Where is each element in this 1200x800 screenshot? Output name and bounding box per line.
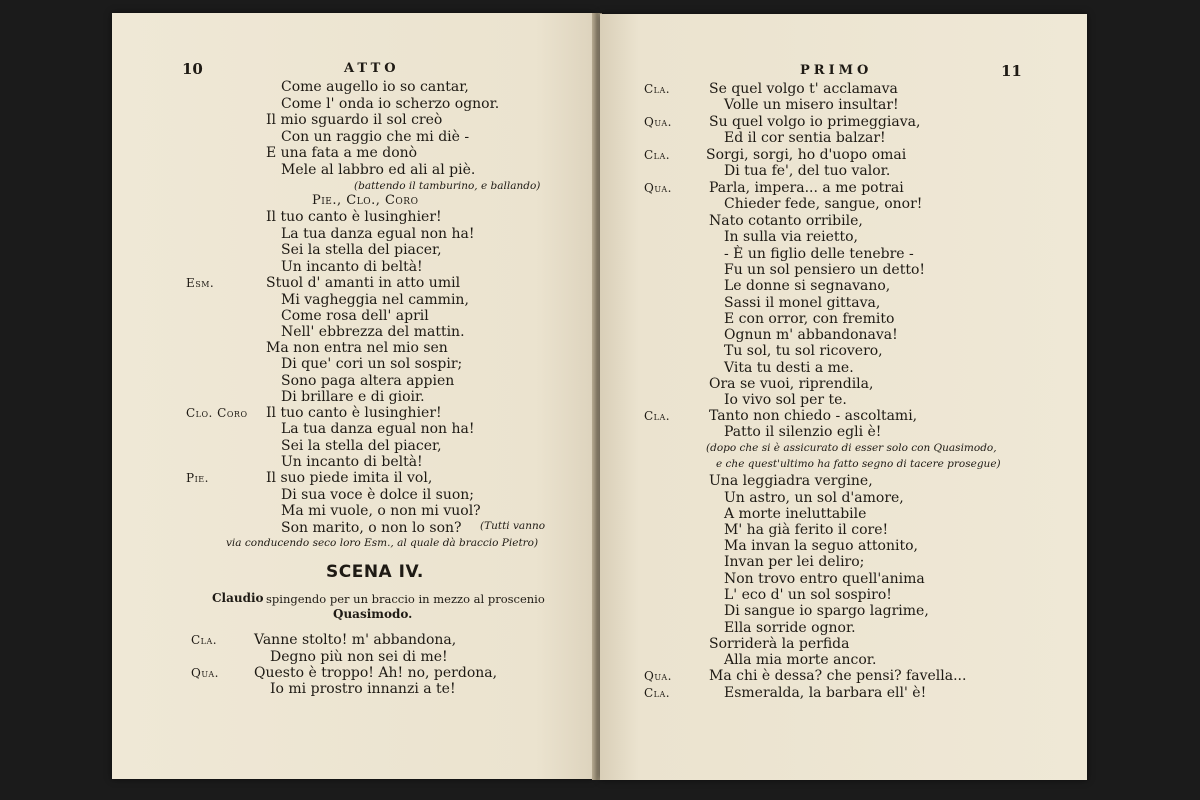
verse-line: Con un raggio che mi diè -: [281, 129, 470, 145]
verse-line: Un incanto di beltà!: [281, 259, 423, 275]
verse-line: Di brillare e di gioir.: [281, 389, 425, 405]
verse-line: L' eco d' un sol sospiro!: [724, 587, 892, 603]
speaker-label: Qua.: [644, 181, 672, 195]
verse-line: Se quel volgo t' acclamava: [709, 81, 898, 97]
verse-line: Le donne si segnavano,: [724, 278, 891, 294]
verse-line: In sulla via reietto,: [724, 229, 859, 245]
verse-line: Mele al labbro ed ali al piè.: [281, 162, 476, 178]
verse-line: Come l' onda io scherzo ognor.: [281, 96, 500, 112]
verse-line: Io vivo sol per te.: [724, 392, 847, 408]
verse-line: Il tuo canto è lusinghier!: [266, 209, 442, 225]
speaker-label: Esm.: [186, 276, 215, 290]
speaker-label: Qua.: [644, 115, 672, 129]
verse-line: Patto il silenzio egli è!: [724, 424, 882, 440]
verse-line: Degno più non sei di me!: [270, 649, 448, 665]
verse-line: Come augello io so cantar,: [281, 79, 469, 95]
running-head: PRIMO: [800, 63, 873, 78]
speaker-label: Clo. Coro: [186, 406, 248, 420]
verse-line: Chieder fede, sangue, onor!: [724, 196, 923, 212]
verse-line: Nato cotanto orribile,: [709, 213, 863, 229]
speaker-label: Cla.: [644, 409, 671, 423]
stage-direction: (Tutti vanno: [480, 520, 546, 532]
verse-line: Sorgi, sorgi, ho d'uopo omai: [706, 147, 907, 163]
page-number: 10: [182, 60, 203, 78]
verse-line: Un incanto di beltà!: [281, 454, 423, 470]
verse-line: - È un figlio delle tenebre -: [724, 246, 914, 262]
verse-line: E una fata a me donò: [266, 145, 418, 161]
scene-character: Claudio: [212, 591, 264, 605]
verse-line: Su quel volgo io primeggiava,: [709, 114, 921, 130]
verse-line: Volle un misero insultar!: [724, 97, 899, 113]
stage-direction: (dopo che si è assicurato di esser solo con Quasimodo,: [706, 442, 997, 454]
verse-line: Vanne stolto! m' abbandona,: [254, 632, 457, 648]
verse-line: Sei la stella del piacer,: [281, 438, 442, 454]
scene-title: SCENA IV.: [326, 562, 424, 582]
verse-line: Tanto non chiedo - ascoltami,: [709, 408, 918, 424]
verse-line: Ella sorride ognor.: [724, 620, 856, 636]
verse-line: Una leggiadra vergine,: [709, 473, 873, 489]
verse-line: Come rosa dell' april: [281, 308, 429, 324]
speaker-label: Cla.: [644, 148, 671, 162]
stage-direction: via conducendo seco loro Esm., al quale dà braccio Pietro): [226, 537, 539, 549]
verse-line: Parla, impera... a me potrai: [709, 180, 904, 196]
verse-line: Ma chi è dessa? che pensi? favella...: [709, 668, 967, 684]
verse-line: Il tuo canto è lusinghier!: [266, 405, 442, 421]
verse-line: Invan per lei deliro;: [724, 554, 865, 570]
verse-line: Questo è troppo! Ah! no, perdona,: [254, 665, 498, 681]
scene-direction: spingendo per un braccio in mezzo al proscenio: [266, 592, 545, 606]
verse-line: Sei la stella del piacer,: [281, 242, 442, 258]
verse-line: Ma non entra nel mio sen: [266, 340, 448, 356]
verse-line: Il suo piede imita il vol,: [266, 470, 433, 486]
verse-line: Non trovo entro quell'anima: [724, 571, 925, 587]
verse-line: M' ha già ferito il core!: [724, 522, 889, 538]
verse-line: Nell' ebbrezza del mattin.: [281, 324, 465, 340]
verse-line: Il mio sguardo il sol creò: [266, 112, 443, 128]
verse-line: Son marito, o non lo son?: [281, 520, 462, 536]
verse-line: Tu sol, tu sol ricovero,: [724, 343, 883, 359]
stage-direction: e che quest'ultimo ha fatto segno di tacere prosegue): [716, 458, 1001, 470]
speaker-label: Qua.: [644, 669, 672, 683]
chorus-heading: Pie., Clo., Coro: [312, 193, 419, 208]
running-head: ATTO: [344, 61, 400, 76]
verse-line: La tua danza egual non ha!: [281, 421, 475, 437]
speaker-label: Cla.: [644, 82, 671, 96]
verse-line: Mi vagheggia nel cammin,: [281, 292, 469, 308]
verse-line: Ma mi vuole, o non mi vuol?: [281, 503, 481, 519]
speaker-label: Cla.: [644, 686, 671, 700]
verse-line: Stuol d' amanti in atto umil: [266, 275, 461, 291]
verse-line: Sassi il monel gittava,: [724, 295, 881, 311]
page-number: 11: [1001, 62, 1022, 80]
speaker-label: Pie.: [186, 471, 209, 485]
verse-line: Alla mia morte ancor.: [724, 652, 877, 668]
verse-line: Fu un sol pensiero un detto!: [724, 262, 926, 278]
verse-line: Di tua fe', del tuo valor.: [724, 163, 891, 179]
scene-character: Quasimodo.: [333, 607, 413, 621]
verse-line: E con orror, con fremito: [724, 311, 895, 327]
verse-line: Esmeralda, la barbara ell' è!: [724, 685, 927, 701]
verse-line: Sorriderà la perfida: [709, 636, 850, 652]
verse-line: Ma invan la seguo attonito,: [724, 538, 918, 554]
verse-line: Vita tu desti a me.: [724, 360, 854, 376]
verse-line: Io mi prostro innanzi a te!: [270, 681, 456, 697]
verse-line: Ed il cor sentia balzar!: [724, 130, 886, 146]
verse-line: A morte ineluttabile: [724, 506, 867, 522]
verse-line: Di sangue io spargo lagrime,: [724, 603, 929, 619]
verse-line: La tua danza egual non ha!: [281, 226, 475, 242]
verse-line: Ognun m' abbandonava!: [724, 327, 898, 343]
verse-line: Ora se vuoi, riprendila,: [709, 376, 874, 392]
speaker-label: Qua.: [191, 666, 219, 680]
stage-direction: (battendo il tamburino, e ballando): [354, 180, 541, 192]
verse-line: Un astro, un sol d'amore,: [724, 490, 904, 506]
verse-line: Sono paga altera appien: [281, 373, 455, 389]
verse-line: Di que' cori un sol sospir;: [281, 356, 463, 372]
speaker-label: Cla.: [191, 633, 218, 647]
verse-line: Di sua voce è dolce il suon;: [281, 487, 475, 503]
